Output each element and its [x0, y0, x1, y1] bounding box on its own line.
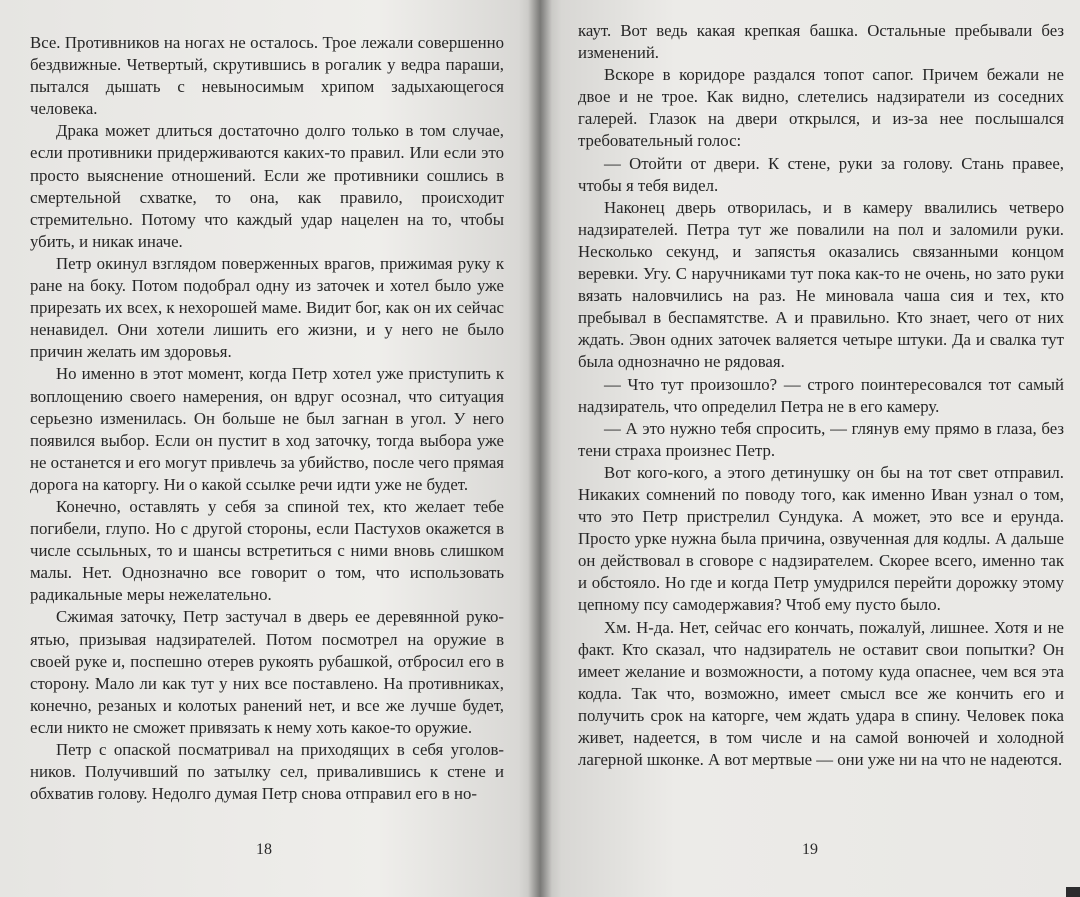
- paragraph: Вот кого-кого, а этого детинушку он бы на тот свет отправил. Никаких сомнений по поводу того, как именно Иван узнал о том, что это Петр пристрелил Сундука. А может, это все и ерунда. Просто урке нужна была причина, озвученная для кодлы. А дальше он действовал в сговоре с надзирателем. Скорее всего, именно так и обстояло. Но где и когда Петр умудрился перейти дорожку этому цепному псу самодержавия? Чтоб ему пусто было.: [578, 462, 1064, 615]
- paragraph: Все. Противников на ногах не осталось. Трое лежали совершенно бездвижные. Четвертый, скрутившись в рогалик у ведра параши, пытался дышать с невыносимым хрипом задыхающегося человека.: [30, 33, 504, 119]
- paragraph: Наконец дверь отворилась, и в камеру ввалились четверо надзирателей. Петра тут же повалили на пол и заломили руки. Несколько секунд, и запястья оказались связанными концом веревки. Угу. С наручниками тут пока как-то не очень, но зато руки вязать наловчились на раз. Не миновала чаша сия и тех, кто пребывал в беспамятстве. А и правильно. Кто знает, чего от них ждать. Эвон одних заточек валяется четыре штуки. Да и свалка тут была однозначно не рядовая.: [578, 197, 1064, 372]
- left-page-text: [30, 32, 504, 805]
- page-number: 19: [802, 841, 818, 858]
- background-corner: [1066, 887, 1080, 897]
- right-page-text: [578, 20, 1064, 771]
- paragraph: Петр окинул взглядом поверженных врагов, прижимая руку к ране на боку. Потом подобрал одну из заточек и хотел было уже прирезать их всех, к нехорошей маме. Видит бог, как он их сейчас ненавидел. Они хотели лишить его жизни, и у него не было причин желать им здоровья.: [30, 253, 504, 362]
- paragraph: Но именно в этот момент, когда Петр хотел уже приступить к воплощению своего намерения, он вдруг осознал, что ситуация серьезно изменилась. Он больше не был загнан в угол. У него появился выбор. Если он пустит в ход заточку, тогда выбора уже не останется и его могут привлечь за убийство, после чего прямая дорога на каторгу. Ни о какой ссылке речи идти уже не будет.: [30, 364, 504, 494]
- paragraph: каут. Вот ведь какая крепкая башка. Остальные пребывали без изменений.: [578, 21, 1064, 63]
- paragraph: Вскоре в коридоре раздался топот сапог. Причем бежали не двое и не трое. Как видно, слетелись надзиратели из соседних галерей. Глазок на двери открылся, и из-за нее послышался требовательный голос:: [578, 65, 1064, 151]
- paragraph: — Отойти от двери. К стене, руки за голову. Стань правее, чтобы я тебя видел.: [578, 153, 1064, 195]
- paragraph: Конечно, оставлять у себя за спиной тех, кто желает тебе погибели, глупо. Но с другой стороны, если Пастухов окажется в числе ссыльных, то и шансы встретиться с ними вновь слишком малы. Нет. Однозначно все говорит о том, что использовать радикальные меры нежелательно.: [30, 496, 504, 605]
- paragraph: — Что тут произошло? — строго поинтересовался тот самый надзиратель, что определил Петра не в его камеру.: [578, 374, 1064, 416]
- paragraph: Петр с опаской посматривал на приходящих в себя уголовников. Получивший по затылку сел, привалившись к стене и обхватив голову. Недолго думая Петр снова отправил его в но-: [30, 740, 504, 804]
- right-page: [540, 0, 1080, 897]
- paragraph: Драка может длиться достаточно долго только в том случае, если противники придерживаются каких-то правил. Или если это просто выяснение отношений. Если же противники сошлись в смертельной схватке, то она, как правило, происходит стремительно. Потому что каждый удар нацелен на то, чтобы убить, и никак иначе.: [30, 121, 504, 251]
- page-number: 18: [256, 841, 272, 858]
- paragraph: Хм. Н-да. Нет, сейчас его кончать, пожалуй, лишнее. Хотя и не факт. Кто сказал, что надзиратель не оставит свои попытки? Он имеет желание и возможности, а потому куда опаснее, чем вся эта кодла. Так что, возможно, имеет смысл все же кончить его и получить срок на каторге, чем ждать удара в спину. Человек пока живет, надеется, в том числе и на самой вонючей и холодной лагерной шконке. А вот мертвые — они уже ни на что не надеются.: [578, 617, 1064, 770]
- paragraph: — А это нужно тебя спросить, — глянув ему прямо в глаза, без тени страха произнес Петр.: [578, 418, 1064, 460]
- paragraph: Сжимая заточку, Петр застучал в дверь ее деревянной рукоятью, призывая надзирателей. Потом посмотрел на оружие в своей руке и, поспешно отерев рукоять рубашкой, отбросил его в сторону. Мало ли как тут у них все поставлено. На противниках, конечно, резаных и колотых ранений нет, и все же лучше будет, если никто не сможет привязать к нему хоть какое-то оружие.: [30, 607, 504, 737]
